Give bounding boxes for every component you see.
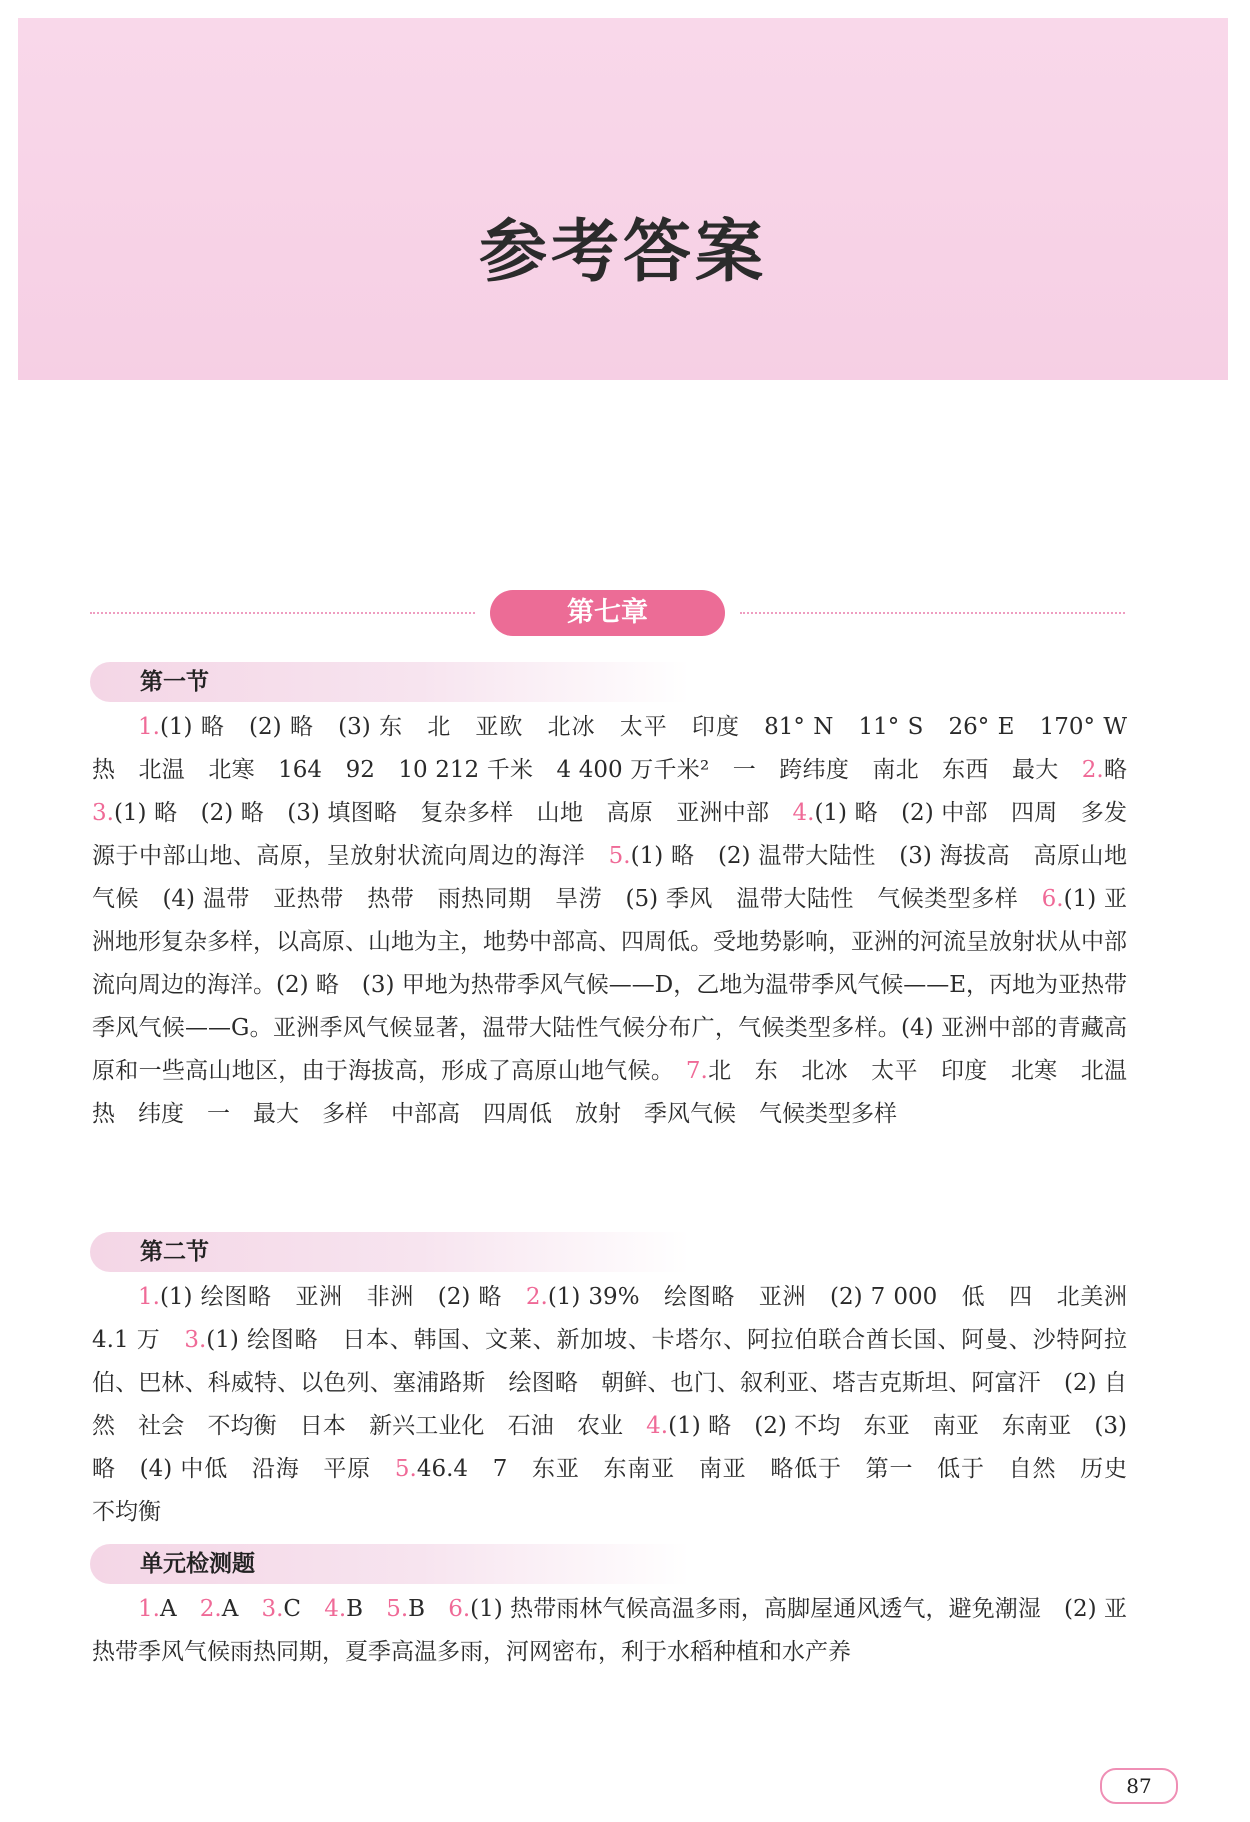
question-number: 3. (92, 800, 114, 826)
question-number: 1. (138, 1596, 160, 1622)
page-title: 参考答案 (478, 213, 767, 292)
question-number: 6. (448, 1596, 471, 1622)
question-number: 4. (646, 1413, 669, 1439)
answer-text: 略 (1103, 757, 1151, 783)
section-answers (92, 1276, 1151, 1534)
question-number: 3. (261, 1596, 284, 1622)
section-title: 第一节 (140, 669, 209, 695)
section-title: 单元检测题 (140, 1551, 255, 1577)
question-number: 2. (199, 1596, 222, 1622)
header-banner (18, 18, 1228, 380)
answer-text: (1) 亚洲地形复杂多样，以高原、山地为主，地势中部高、四周低。受地势影响，亚洲的河流呈放射状从中部流向周边的海洋。(2) 略 (3) 甲地为热带季风气候——D，乙地为温带季风气候——E，丙地为亚热带季风气候——G。亚洲季风气候显著，温带大陆性气候分布广，气候类型多样。(4) 亚洲中部的青藏高原和一些高山地区，由于海拔高，形成了高原山地气候。 (92, 886, 1128, 1084)
answer-text: (1) 绘图略 亚洲 非洲 (2) 略 (159, 1284, 526, 1310)
answer-text: B (346, 1596, 387, 1622)
question-number: 5. (608, 843, 631, 869)
section-heading (90, 662, 690, 702)
answer-text: (1) 略 (2) 不均 东亚 南亚 东南亚 (3) 略 (4) 中低 沿海 平原 (92, 1413, 1127, 1482)
question-number: 5. (394, 1456, 417, 1482)
answer-text: (1) 略 (2) 温带大陆性 (3) 海拔高 高原山地气候 (4) 温带 亚热带 热带 雨热同期 旱涝 (5) 季风 温带大陆性 气候类型多样 (92, 843, 1127, 912)
section-answers (92, 706, 1151, 1136)
question-number: 2. (525, 1284, 548, 1310)
question-number: 5. (386, 1596, 409, 1622)
question-number: 2. (1081, 757, 1104, 783)
section-answers (92, 1588, 1127, 1674)
question-number: 7. (685, 1058, 708, 1084)
divider-right (740, 612, 1125, 614)
section-heading (90, 1544, 690, 1584)
answer-text: 北 东 北冰 太平 印度 北寒 北温 热 纬度 一 最大 多样 中部高 四周低 放射 季风气候 气候类型多样 (92, 1058, 1151, 1127)
question-number: 6. (1041, 886, 1064, 912)
answer-text: (1) 绘图略 日本、韩国、文莱、新加坡、卡塔尔、阿拉伯联合酋长国、阿曼、沙特阿拉伯、巴林、科威特、以色列、塞浦路斯 绘图略 朝鲜、也门、叙利亚、塔吉克斯坦、阿富汗 (2) 自然 社会 不均衡 日本 新兴工业化 石油 农业 (92, 1327, 1128, 1439)
chapter-heading (90, 590, 1125, 638)
answer-text: A (159, 1596, 200, 1622)
answer-text: (1) 39% 绘图略 亚洲 (2) 7 000 低 四 北美洲 4.1 万 (92, 1284, 1151, 1353)
answer-text: B (408, 1596, 449, 1622)
question-number: 4. (324, 1596, 347, 1622)
answer-text: 46.4 7 东亚 东南亚 南亚 略低于 第一 低于 自然 历史 不均衡 (92, 1456, 1150, 1525)
answer-text: (1) 略 (2) 中部 四周 多发源于中部山地、高原，呈放射状流向周边的海洋 (92, 800, 1128, 869)
answer-text: (1) 略 (2) 略 (3) 填图略 复杂多样 山地 高原 亚洲中部 (113, 800, 793, 826)
question-number: 4. (792, 800, 815, 826)
answer-text: (1) 略 (2) 略 (3) 东 北 亚欧 北冰 太平 印度 81° N 11° S 26° E 170° W 热 北温 北寒 164 92 10 212 千米 4 400 万千米² 一 跨纬度 南北 东西 最大 (92, 714, 1150, 783)
page-number: 87 (1100, 1768, 1178, 1804)
section-heading (90, 1232, 690, 1272)
chapter-label: 第七章 (490, 590, 725, 636)
answer-text: (1) 热带雨林气候高温多雨，高脚屋通风透气，避免潮湿 (2) 亚热带季风气候雨热同期，夏季高温多雨，河网密布，利于水稻种植和水产养 (92, 1596, 1127, 1665)
question-number: 1. (138, 1284, 160, 1310)
answer-text: C (283, 1596, 325, 1622)
section-title: 第二节 (140, 1239, 209, 1265)
answer-text: A (221, 1596, 262, 1622)
question-number: 3. (184, 1327, 207, 1353)
divider-left (90, 612, 475, 614)
question-number: 1. (138, 714, 160, 740)
